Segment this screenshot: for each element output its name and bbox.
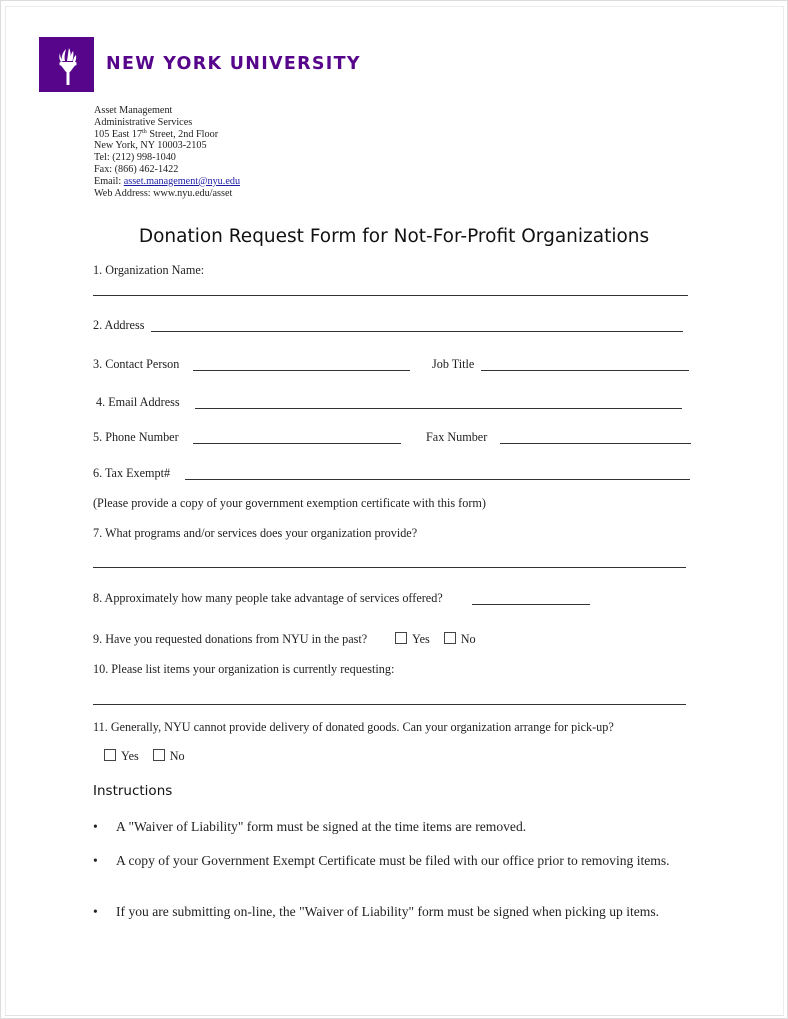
checkbox-icon[interactable] bbox=[104, 749, 116, 761]
torch-icon bbox=[39, 37, 94, 92]
checkbox-icon[interactable] bbox=[395, 632, 407, 644]
contact-block bbox=[94, 105, 240, 199]
email-line bbox=[94, 176, 240, 188]
people-served-field[interactable] bbox=[472, 604, 590, 605]
q11-label: 11. Generally, NYU cannot provide delivery of donated goods. Can your organization arrange for pick-up? bbox=[93, 720, 614, 734]
nyu-logo bbox=[39, 37, 94, 92]
instruction-text: A copy of your Government Exempt Certificate must be filed with our office prior to removing items. bbox=[116, 853, 670, 868]
university-name: NEW YORK UNIVERSITY bbox=[106, 54, 361, 74]
job-title-label: Job Title bbox=[432, 357, 475, 371]
bullet-icon: • bbox=[93, 853, 98, 868]
q6-note: (Please provide a copy of your government exemption certificate with this form) bbox=[93, 496, 486, 510]
programs-services-field[interactable] bbox=[93, 567, 686, 568]
fax-number-label: Fax Number bbox=[426, 430, 488, 444]
form-title: Donation Request Form for Not-For-Profit Organizations bbox=[138, 226, 650, 247]
tel-line: Tel: (212) 998-1040 bbox=[94, 152, 176, 164]
bullet-icon: • bbox=[93, 904, 98, 919]
division: Administrative Services bbox=[94, 116, 193, 128]
email-address-field[interactable] bbox=[195, 408, 682, 409]
organization-name-field[interactable] bbox=[93, 295, 688, 296]
job-title-field[interactable] bbox=[481, 370, 689, 371]
email-link[interactable]: asset.management@nyu.edu bbox=[123, 175, 241, 187]
q11-yes-label: Yes bbox=[121, 749, 139, 763]
q11-options bbox=[104, 749, 199, 764]
instructions-heading: Instructions bbox=[93, 783, 173, 799]
web-line: Web Address: www.nyu.edu/asset bbox=[94, 187, 233, 199]
q1-label: 1. Organization Name: bbox=[93, 263, 205, 277]
q9-options bbox=[395, 632, 490, 647]
department: Asset Management bbox=[94, 105, 173, 116]
checkbox-icon[interactable] bbox=[153, 749, 165, 761]
q8-label: 8. Approximately how many people take advantage of services offered? bbox=[93, 591, 443, 605]
q9-yes-label: Yes bbox=[412, 632, 430, 646]
contact-person-field[interactable] bbox=[193, 370, 410, 371]
q11-option-yes[interactable] bbox=[104, 749, 139, 763]
q11-no-label: No bbox=[169, 749, 185, 763]
q2-label: 2. Address bbox=[93, 318, 145, 332]
q7-label: 7. What programs and/or services does your organization provide? bbox=[93, 526, 418, 540]
q9-option-no[interactable] bbox=[444, 632, 476, 646]
q10-label: 10. Please list items your organization is currently requesting: bbox=[93, 662, 395, 676]
q11-option-no[interactable] bbox=[153, 749, 185, 763]
fax-number-field[interactable] bbox=[500, 443, 691, 444]
q4-label: 4. Email Address bbox=[96, 395, 180, 409]
street-rest: Street, 2nd Floor bbox=[146, 128, 219, 140]
bullet-icon: • bbox=[93, 819, 98, 834]
q9-label: 9. Have you requested donations from NYU in the past? bbox=[93, 632, 368, 646]
checkbox-icon[interactable] bbox=[444, 632, 456, 644]
city-line: New York, NY 10003-2105 bbox=[94, 140, 207, 152]
fax-line: Fax: (866) 462-1422 bbox=[94, 163, 179, 175]
q6-label: 6. Tax Exempt# bbox=[93, 466, 171, 480]
instruction-text: If you are submitting on-line, the "Waiver of Liability" form must be signed when picking up items. bbox=[116, 904, 660, 919]
q9-no-label: No bbox=[460, 632, 476, 646]
phone-number-field[interactable] bbox=[193, 443, 401, 444]
street-prefix: 105 East 17 bbox=[94, 128, 143, 140]
q3-label: 3. Contact Person bbox=[93, 357, 180, 371]
email-label: Email: bbox=[94, 175, 124, 187]
street-address bbox=[94, 129, 240, 141]
q9-option-yes[interactable] bbox=[395, 632, 430, 646]
q5-label: 5. Phone Number bbox=[93, 430, 179, 444]
instruction-text: A "Waiver of Liability" form must be signed at the time items are removed. bbox=[116, 819, 527, 834]
street-ordinal: th bbox=[142, 128, 147, 135]
tax-exempt-field[interactable] bbox=[185, 479, 690, 480]
requested-items-field[interactable] bbox=[93, 704, 686, 705]
address-field[interactable] bbox=[151, 331, 683, 332]
